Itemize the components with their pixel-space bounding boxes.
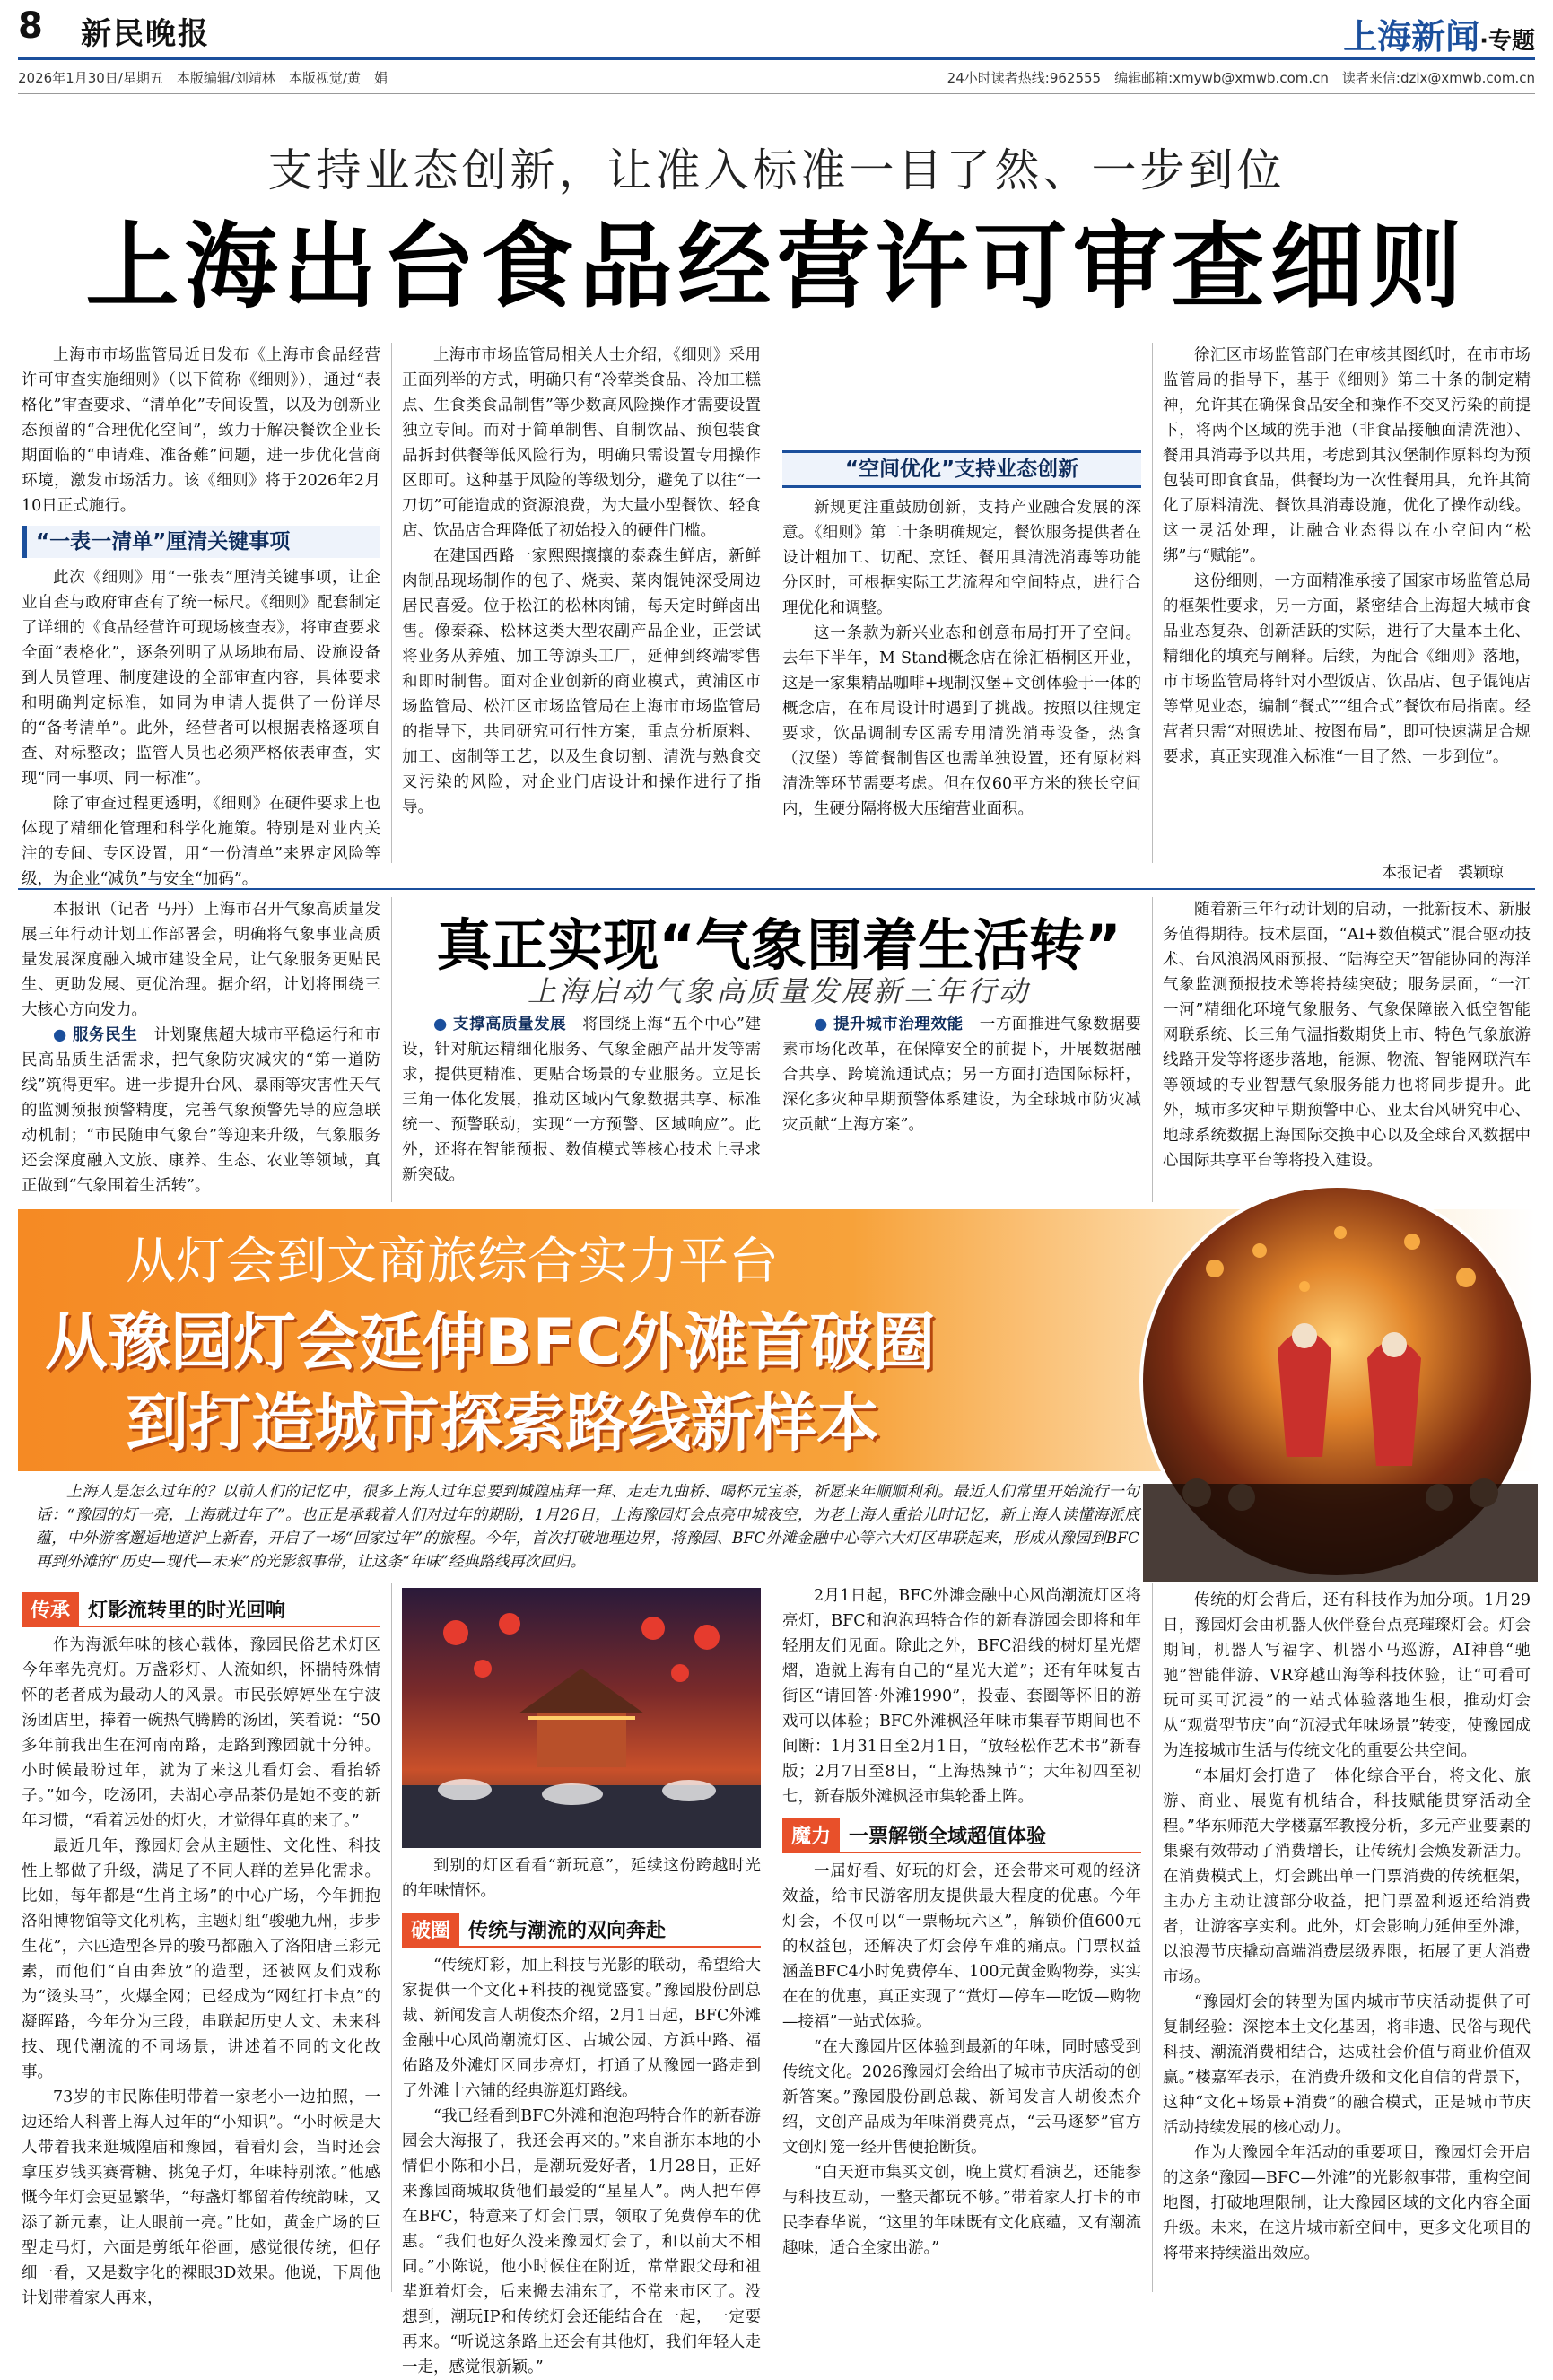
article2-col3 [782,1012,1141,1202]
article3-para: “白天逛市集买文创，晚上赏灯看演艺，还能参与科技互动，一整天都玩不够。”带着家人打卡的市民李春华说，“这里的年味既有文化底蕴，又有潮流趣味，适合全家出游。” [782,2164,1141,2257]
section-title [1343,9,1535,58]
article3-para: “在大豫园片区体验到最新的年味，同时感受到传统文化。2026豫园灯会给出了城市节庆活动的创新答案。”豫园股份副总裁、新闻发言人胡俊杰介绍，文创产品成为年味消费亮点，“云马逐梦”官方文创灯笼一经开售便抢断货。 [782,2038,1141,2157]
article3-para: 作为海派年味的核心载体，豫园民俗艺术灯区今年率先亮灯。万盏彩灯、人流如织，怀揣特殊情怀的老者成为最动人的风景。市民张婷婷坐在宁波汤团店里，捧着一碗热气腾腾的汤团，笑着说：“50多年前我出生在河南南路，走路到豫园就十分钟。小时候最盼过年，就为了来这儿看灯会、看抬轿子。”如今，吃汤团，去湖心亭品茶仍是她不变的新年习惯，“看着远处的灯火，才觉得年真的来了。” [22,1636,380,1830]
article3-para: 一届好看、好玩的灯会，还会带来可观的经济效益，给市民游客朋友提供最大程度的优惠。今年灯会，不仅可以“一票畅玩六区”，解锁价值600元的权益包，还解决了灯会停车难的痛点。门票权益涵盖BFC4小时免费停车、100元黄金购物券，实实在在的优惠，真正实现了“赏灯—停车—吃饭—购物—接福”一站式体验。 [782,1862,1141,2031]
column-rule [1152,1583,1153,2292]
banner-line-2: 从豫园灯会延伸BFC外滩首破圈 [45,1305,936,1379]
subhead-text: 一票解锁全域超值体验 [849,1826,1047,1848]
date-line: 2026年1月30日/星期五 本版编辑/刘靖林 本版视觉/黄 娟 [18,70,388,86]
masthead-rule-2 [18,93,1535,94]
bullet-text: 计划聚焦超大城市平稳运行和市民高品质生活需求，把气象防灾减灾的“第一道防线”筑得更牢。进一步提升台风、暴雨等灾害性天气的监测预报预警精度，完善气象预警先导的应急联动机制；“市民随申气象台”等迎来升级，气象服务还会深度融入文旅、康养、生态、农业等领域，真正做到“气象围着生活转”。 [22,1026,381,1195]
bullet-title: 服务民生 [73,1026,138,1044]
article1-para: 除了审查过程更透明，《细则》在硬件要求上也体现了精细化管理和科学化施策。特别是对业内关注的专间、专区设置，用“一份清单”来界定风险等级，为企业“减负”与安全“加码”。 [22,795,380,888]
article1-col1 [22,343,380,888]
article3-para: “我已经看到BFC外滩和泡泡玛特合作的新春游园会大海报了，我还会再来的。”来自浙东本地的小情侣小陈和小吕，是潮玩爱好者，1月28日，正好来豫园商城取货他们最爱的“星星人”。两人把车停在BFC，特意来了灯会门票，领取了免费停车的优惠。“我们也好久没来豫园灯会了，和以前大不相同。”小陈说，他小时候住在附近，常常跟父母和祖辈逛着灯会，后来搬去浦东了，不常来市区了。没想到，潮玩IP和传统灯会还能结合在一起，一定要再来。“听说这条路上还会有其他灯，我们年轻人走一走，感觉很新颖。” [402,2107,761,2376]
bullet-dot-icon: ● [53,1026,67,1044]
article2-col4 [1163,897,1531,1202]
banner-line-1: 从灯会到文商旅综合实力平台 [126,1233,779,1291]
article2-para: 本报讯（记者 马丹）上海市召开气象高质量发展三年行动计划工作部署会，明确将气象事业高质量发展深度融入城市建设全局，让气象服务更贴民生、更助发展、更优治理。据介绍，计划将围绕三大核心方向发力。 [22,901,380,1019]
article2-col1 [22,897,380,1202]
bullet-title: 提升城市治理效能 [833,1016,964,1033]
article3-col2 [402,1853,761,2376]
article2-bullet-1 [22,1023,380,1199]
article2-bullet-2 [402,1012,761,1188]
article1-para: 新规更注重鼓励创新，支持产业融合发展的深意。《细则》第二十条明确规定，餐饮服务提供者在设计粗加工、切配、烹饪、餐用具清洗消毒等功能分区时，可根据实际工艺流程和空间特点，进行合理优化和调整。 [782,499,1141,617]
hotline: 24小时读者热线:962555 编辑邮箱:xmywb@xmwb.com.cn 读者来信:dzlx@xmwb.com.cn [947,70,1535,86]
section-suffix: ·专题 [1479,28,1535,55]
article3-para: “本届灯会打造了一体化综合平台，将文化、旅游、商业、展览有机结合，科技赋能贯穿活动全程。”华东师范大学楼嘉军教授分析，多元产业要素的集聚有效带动了消费增长，让传统灯会焕发新活力。在消费模式上，灯会跳出单一门票消费的传统框架，主办方主动让渡部分收益，把门票盈利返还给消费者，让游客享实利。此外，灯会影响力延伸至外滩，以浪漫节庆撬动高端消费层级界限，拓展了更大消费市场。 [1163,1767,1531,1986]
article1-col4 [1163,343,1531,854]
article1-col3 [782,343,1141,881]
lantern-festival-photo [1139,1184,1534,1579]
photo-caption: 到别的灯区看看“新玩意”，延续这份跨越时光的年味情怀。 [402,1857,761,1900]
performers-illustration [1143,1188,1538,1582]
column-rule [1152,343,1153,863]
article3-col1 [22,1583,380,2307]
bullet-text: 一方面推进气象数据要素市场化改革，在保障安全的前提下，开展数据融合共享、跨境流通试点；另一方面打造国际标杆，深化多灾种早期预警体系建设，为全球城市防灾减灾贡献“上海方案”。 [782,1016,1142,1134]
article1-para: 在建国西路一家熙熙攘攘的泰森生鲜店，新鲜肉制品现场制作的包子、烧卖、菜肉馄饨深受周边居民喜爱。位于松江的松林肉铺，每天定时鲜卤出售。像泰森、松林这类大型农副产品企业，正尝试将业务从养殖、加工等源头工厂，延伸到终端零售和即时制售。面对企业创新的商业模式，黄浦区市场监管局、松江区市场监管局在上海市市场监管局的指导下，共同研究可行性方案，重点分析原料、加工、卤制等工艺，以及生食切割、清洗与熟食交叉污染的风险，对企业门店设计和操作进行了指导。 [402,547,761,816]
article3-lead [36,1480,1139,1579]
article3-lead-text: 上海人是怎么过年的？以前人们的记忆中，很多上海人过年总要到城隍庙拜一拜、走走九曲桥、喝杯元宝茶，祈愿来年顺顺利利。最近人们常里开始流行一句话：“豫园的灯一亮，上海就过年了”。也正是承载着人们对过年的期盼，1月26日，上海豫园灯会点亮申城夜空，为老上海人重拾儿时记忆，新上海人读懂海派底蕴，中外游客邂逅地道沪上新春，开启了一场“回家过年”的旅程。今年，首次打破地理边界，将豫园、BFC外滩金融中心等六大灯区串联起来，形成从豫园到BFC再到外滩的“历史—现代—未来”的光影叙事带，让这条“年味”经典路线再次回归。 [36,1483,1139,1571]
section-divider [18,888,1535,890]
article1-para: 上海市市场监管局近日发布《上海市食品经营许可审查实施细则》（以下简称《细则》），通过“表格化”审查要求、“清单化”专间设置，以及为创新业态预留的“合理优化空间”，致力于解决餐饮企业长期面临的“申请难、准备難”问题，进一步优化营商环境，激发市场活力。该《细则》将于2026年2月10日正式施行。 [22,346,380,515]
page-number: 8 [18,5,43,47]
article3-para: 作为大豫园全年活动的重要项目，豫园灯会开启的这条“豫园—BFC—外滩”的光影叙事带，重构空间地图，打破地理限制，让大豫园区域的文化内容全面升级。未来，在这片城市新空间中，更多文化项目的将带来持续溢出效应。 [1163,2144,1531,2262]
article2-bullet-3 [782,1012,1141,1138]
column-rule [391,1583,392,2292]
article3-subhead-1 [22,1592,380,1627]
article1-para: 此次《细则》用“一张表”厘清关键事项，让企业自查与政府审查有了统一标尺。《细则》配套制定了详细的《食品经营许可现场核查表》，将审查要求全面“表格化”，逐条列明了从场地布局、设施设备到人员管理、制度建设的全部审查内容，具体要求和明确判定标准，如同为申请人提供了一份详尽的“备考清单”。此外，经营者可以根据表格逐项自查、对标整改；监管人员也必须严格依表审查，实现“同一事项、同一标准”。 [22,569,380,788]
article3-col3 [782,1583,1141,2292]
bullet-dot-icon: ● [814,1016,828,1033]
subhead-tag: 传承 [22,1592,79,1626]
article3-para: 2月1日起，BFC外滩金融中心风尚潮流灯区将亮灯，BFC和泡泡玛特合作的新春游园会即将和年轻朋友们见面。除此之外，BFC沿线的树灯星光熠熠，造就上海有自己的“星光大道”；还有年味复古街区“请回答·外滩1990”，投壶、套圈等怀旧的游戏可以体验；BFC外滩枫泾年味市集春节期间也不间断：1月31日至2月1日，“放轻松作艺术书”新春版；2月7日至8日，“上海热辣节”；大年初四至初七，新春版外滩枫泾市集轮番上阵。 [782,1587,1141,1806]
article3-col4 [1163,1588,1531,2293]
article1-subhead-2: “空间优化”支持业态创新 [782,450,1141,488]
article1-para: 这一条款为新兴业态和创意布局打开了空间。去年下半年，M Stand概念店在徐汇梧桐区开业，这是一家集精品咖啡+现制汉堡+文创体验于一体的概念店，在布局设计时遇到了挑战。按照以往规定要求，饮品调制专区需专用清洗消毒设备，热食（汉堡）等简餐制售区也需单独设置，还有原材料清洗等环节需要考虑。但在仅60平方米的狭长空间内，生硬分隔将极大压缩营业面积。 [782,624,1141,818]
bullet-title: 支撑高质量发展 [452,1016,567,1033]
subhead-tag: 魔力 [782,1818,840,1852]
masthead-rule [18,57,1535,60]
article3-subhead-2 [402,1913,761,1948]
bullet-text: 将围绕上海“五个中心”建设，针对航运精细化服务、气象金融产品开发等需求，提供更精准、更贴合场景的专业服务。立足长三角一体化发展，推动区域内气象数据共享、标准统一、预警联动，实现“一方预警、区域响应”。此外，还将在智能预报、数值模式等核心技术上寻求新突破。 [402,1016,761,1184]
article3-subhead-3 [782,1818,1141,1853]
subhead-text: 传统与潮流的双向奔赴 [468,1920,667,1942]
pavilion-illustration [402,1588,761,1848]
paper-name: 新民晚报 [81,16,210,52]
article2-para: 随着新三年行动计划的启动，一批新技术、新服务值得期待。技术层面，“AI+数值模式”混合驱动技术、台风浪涡风雨预报、“陆海空天”智能协同的海洋气象监测预报技术等将持续突破；服务层面，“一江一河”精细化环境气象服务、气象保障嵌入低空智能网联系统、长三角气温指数期货上市、特色气象旅游线路开发等将逐步落地，能源、物流、智能网联汽车等领域的专业智慧气象服务能力也将同步提升。此外，城市多灾种早期预警中心、亚太台风研究中心、地球系统数据上海国际交换中心以及全球台风数据中心国际共享平台等将投入建设。 [1163,901,1531,1170]
section-name: 上海新闻 [1343,17,1480,57]
article3-para: 最近几年，豫园灯会从主题性、文化性、科技性上都做了升级，满足了不同人群的差异化需求。比如，每年都是“生肖主场”的中心广场，今年拥抱洛阳博物馆等文化机构，主题灯组“骏驰九州，步步生花”，六匹造型各异的骏马都融入了洛阳唐三彩元素，而他们“自由奔放”的造型，还被网友们戏称为“烫头马”，火爆全网；已经成为“网红打卡点”的凝晖路，今年分为三段，串联起历史人文、未来科技、现代潮流的不同场景，讲述着不同的文化故事。 [22,1837,380,2081]
banner-line-3: 到打造城市探索路线新样本 [126,1386,879,1460]
bullet-dot-icon: ● [433,1016,448,1033]
article1-col2 [402,343,761,881]
article1-para: 徐汇区市场监管部门在审核其图纸时，在市市场监管局的指导下，基于《细则》第二十条的制定精神，允许其在确保食品安全和操作不交叉污染的前提下，将两个区域的洗手池（非食品接触面清洗池）、餐用具消毒予以共用，考虑到其汉堡制作原料均为预包装可即食食品，供餐均为一次性餐用具，允许其简化了原料清洗、餐饮具消毒设施，优化了操作动线。这一灵活处理，让融合业态得以在小空间内“松绑”与“赋能”。 [1163,346,1531,565]
article3-para: “豫园灯会的转型为国内城市节庆活动提供了可复制经验：深挖本土文化基因，将非遗、民俗与现代科技、潮流消费相结合，达成社会价值与商业价值双赢。”楼嘉军表示，在消费升级和文化自信的背景下，这种“文化+场景+消费”的融合模式，正是城市节庆活动持续发展的核心动力。 [1163,1993,1531,2137]
column-rule [391,897,392,1202]
subhead-text: 灯影流转里的时光回响 [88,1600,286,1622]
column-rule [1152,897,1153,1202]
article3-para: 传统的灯会背后，还有科技作为加分项。1月29日，豫园灯会由机器人伙伴登台点亮璀璨灯会。灯会期间，机器人写福字、机器小马巡游，AI神兽“驰驰”智能伴游、VR穿越山海等科技体验，让“可看可玩可买可沉浸”的一站式体验落地生根，推动灯会从“观赏型节庆”向“沉浸式年味场景”转变，使豫园成为连接城市生活与传统文化的重要公共空间。 [1163,1591,1531,1760]
article1-kicker: 支持业态创新，让准入标准一目了然、一步到位 [267,144,1286,196]
article2-col2 [402,1012,761,1202]
article2-headline: 真正实现“气象围着生活转” [436,912,1121,978]
article1-headline: 上海出台食品经营许可审查细则 [85,212,1468,321]
article1-byline: 本报记者 裘颖琼 [1382,864,1504,882]
article3-para: “传统灯彩，加上科技与光影的联动，希望给大家提供一个文化+科技的视觉盛宴。”豫园股份副总裁、新闻发言人胡俊杰介绍，2月1日起，BFC外滩金融中心风尚潮流灯区、古城公园、方浜中路、福佑路及外滩灯区同步亮灯，打通了从豫园一路走到了外滩十六铺的经典游逛灯路线。 [402,1957,761,2100]
article3-para: 73岁的市民陈佳明带着一家老小一边拍照，一边还给人科普上海人过年的“小知识”。“小时候是大人带着我来逛城隍庙和豫园，看看灯会，当时还会拿压岁钱买赛膏糖、挑兔子灯，年味特别浓。”他感慨今年灯会更显繁华，“每盏灯都留着传统韵味，又添了新元素，让人眼前一亮。”比如，黄金广场的巨型走马灯，六面是剪纸年俗画，感觉很传统，但仔细一看，又是数字化的裸眼3D效果。他说，下周他计划带着家人再来， [22,2088,380,2307]
article1-subhead-1: “一表一清单”厘清关键事项 [22,526,380,558]
column-rule [391,343,392,863]
yuyuan-garden-photo [402,1588,761,1848]
article2-subtitle: 上海启动气象高质量发展新三年行动 [527,974,1030,1008]
article1-para: 这份细则，一方面精准承接了国家市场监管总局的框架性要求，另一方面，紧密结合上海超大城市食品业态复杂、创新活跃的实际，进行了大量本土化、精细化的填充与阐释。后续，为配合《细则》落地，市市场监管局将针对小型饭店、饮品店、包子馄饨店等常见业态，编制“餐式”“组合式”餐饮布局指南。经营者只需“对照选址、按图布局”，即可快速满足合规要求，真正实现准入标准“一目了然、一步到位”。 [1163,572,1531,766]
subhead-tag: 破圈 [402,1913,459,1946]
article1-para: 上海市市场监管局相关人士介绍，《细则》采用正面列举的方式，明确只有“冷荤类食品、冷加工糕点、生食类食品制售”等少数高风险操作才需要设置独立专间。而对于简单制售、自制饮品、预包装食品拆封供餐等低风险行为，明确只需设置专用操作区即可。这种基于风险的等级划分，避免了以往“一刀切”可能造成的资源浪费，为大量小型餐饮、轻食店、饮品店合理降低了初始投入的硬件门槛。 [402,346,761,540]
masthead [18,0,1535,106]
